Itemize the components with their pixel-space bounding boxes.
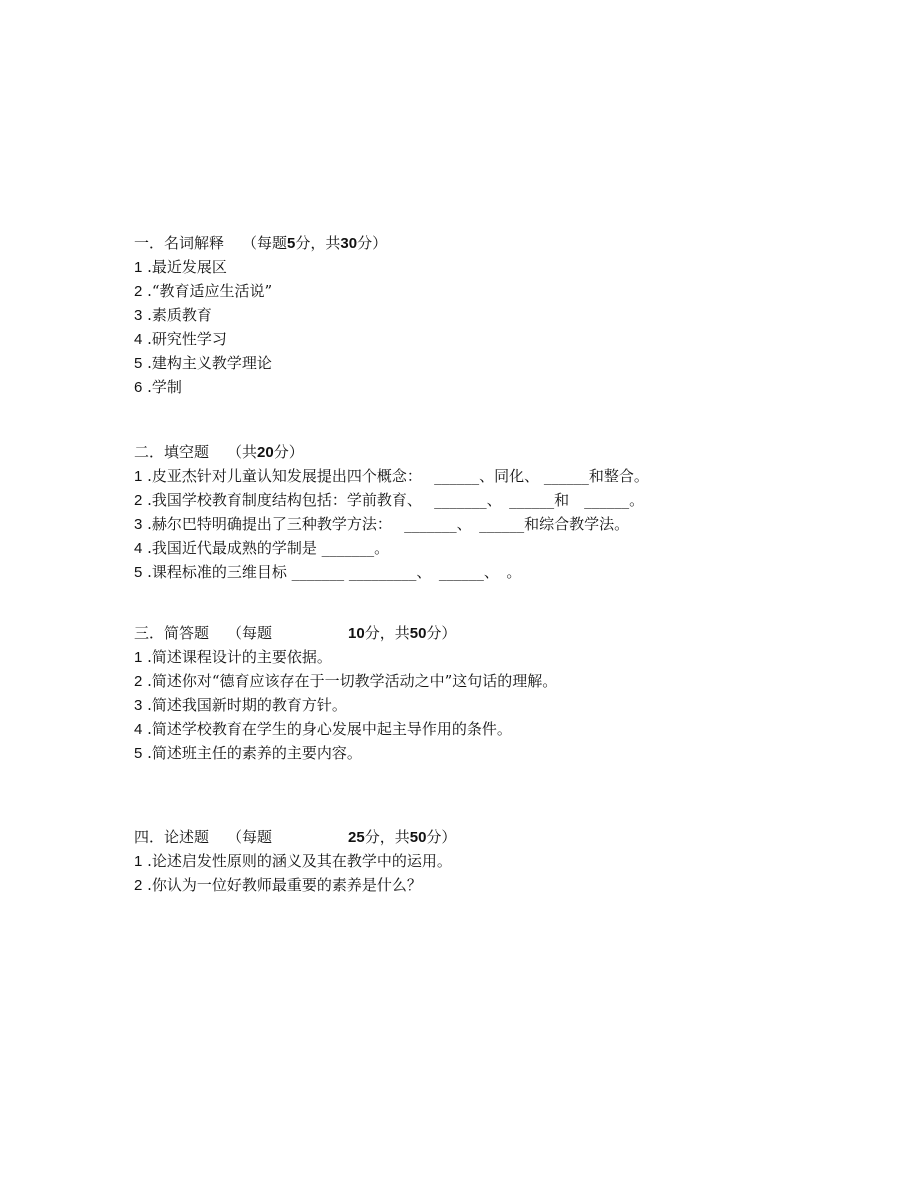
question-item [134,693,834,717]
question-text: .最近发展区 [147,258,227,276]
score-mid: 分，共 [364,624,410,642]
question-item [134,512,834,536]
question-item [134,536,834,560]
score-mid: 分，共 [364,828,410,846]
question-number: 5 [134,355,143,372]
question-item [134,717,834,741]
question-text: .简述课程设计的主要依据。 [147,648,332,666]
question-item [134,464,834,488]
question-number: 4 [134,721,143,738]
section-fill-blank [134,440,834,584]
question-number: 2 [134,877,143,894]
question-text: .皮亚杰针对儿童认知发展提出四个概念： ______、同化、 ______和整合。 [147,467,649,485]
question-text: .你认为一位好教师最重要的素养是什么？ [147,876,422,894]
score-prefix: （每题 [227,828,273,846]
question-item [134,488,834,512]
question-number: 4 [134,331,143,348]
question-text: .素质教育 [147,306,212,324]
question-number: 3 [134,516,143,533]
section-title: 一．名词解释 [134,234,225,252]
score-total: 30 [340,235,358,252]
question-text: .简述班主任的素养的主要内容。 [147,744,362,762]
question-number: 1 [134,649,143,666]
score-suffix: 分） [273,443,304,461]
question-text: .论述启发性原则的涵义及其在教学中的运用。 [147,852,452,870]
score-suffix: 分） [357,234,388,252]
score-prefix: （每题 [242,234,288,252]
question-text: .“教育适应生活说” [147,282,273,300]
question-item [134,645,834,669]
score-per: 5 [287,235,296,252]
question-item [134,255,834,279]
section-short-answer [134,621,834,765]
question-item [134,279,834,303]
question-item [134,351,834,375]
question-text: .赫尔巴特明确提出了三种教学方法： _______、 ______和综合教学法。 [147,515,630,533]
question-number: 6 [134,379,143,396]
question-number: 2 [134,283,143,300]
section-fill-blank-title [134,440,834,464]
question-text: .简述你对“德育应该存在于一切教学活动之中”这句话的理解。 [147,672,558,690]
score-suffix: 分） [426,828,457,846]
score-mid: 分，共 [295,234,341,252]
score-per: 25 [348,829,365,846]
question-text: .简述我国新时期的教育方针。 [147,696,347,714]
question-number: 1 [134,259,143,276]
section-title: 四．论述题 [134,828,210,846]
question-text: .学制 [147,378,182,396]
score-total: 20 [257,444,274,461]
section-essay [134,825,834,897]
question-text: .我国学校教育制度结构包括：学前教育、 _______、 ______和 ______。 [147,491,645,509]
section-title: 二．填空题 [134,443,210,461]
section-short-answer-title [134,621,834,645]
question-item [134,849,834,873]
question-text: .课程标准的三维目标 _______ _________、 ______、 。 [147,563,522,581]
question-number: 1 [134,853,143,870]
question-number: 4 [134,540,143,557]
question-item [134,873,834,897]
score-suffix: 分） [426,624,457,642]
question-item [134,741,834,765]
score-prefix: （共 [227,443,258,461]
question-number: 2 [134,673,143,690]
question-number: 3 [134,697,143,714]
question-number: 1 [134,468,143,485]
question-text: .我国近代最成熟的学制是 _______。 [147,539,390,557]
score-prefix: （每题 [227,624,273,642]
score-per: 10 [348,625,365,642]
question-item [134,327,834,351]
question-item [134,560,834,584]
question-number: 3 [134,307,143,324]
section-essay-title [134,825,834,849]
section-terms-title [134,231,834,255]
question-number: 2 [134,492,143,509]
question-text: .建构主义教学理论 [147,354,272,372]
question-number: 5 [134,745,143,762]
section-terms [134,231,834,399]
question-item [134,669,834,693]
question-text: .简述学校教育在学生的身心发展中起主导作用的条件。 [147,720,512,738]
question-item [134,375,834,399]
section-title: 三．简答题 [134,624,210,642]
score-total: 50 [409,625,427,642]
question-text: .研究性学习 [147,330,227,348]
score-total: 50 [409,829,427,846]
question-item [134,303,834,327]
question-number: 5 [134,564,143,581]
